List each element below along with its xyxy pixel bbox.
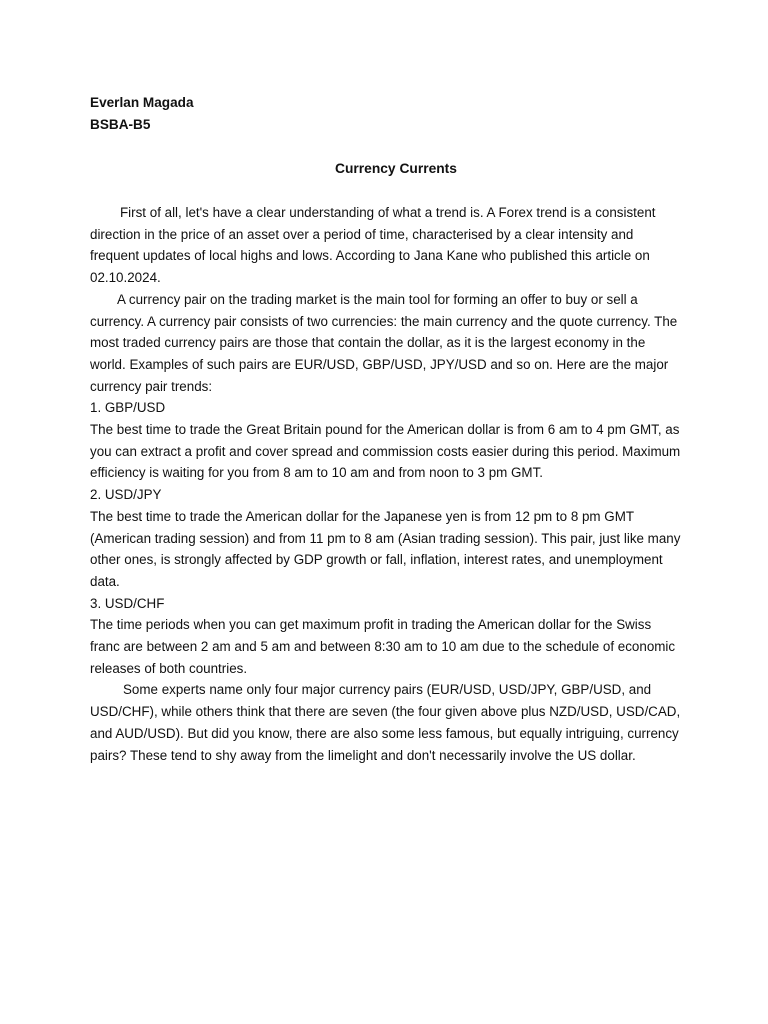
- list-item-heading-usd-chf: 3. USD/CHF: [90, 595, 165, 611]
- intro-paragraph: First of all, let's have a clear understanding of what a trend is. A Forex trend is a consistent direction in the price of an asset over a period of time, characterised by a clear intensity and frequent updates of local highs and lows. According to Jana Kane who published this article on 02.10.2024.: [90, 205, 656, 286]
- list-item-text-usd-jpy: The best time to trade the American dollar for the Japanese yen is from 12 pm to 8 pm GMT (American trading session) and from 11 pm to 8 am (Asian trading session). This pair, just like many other ones, is strongly affected by GDP growth or fall, inflation, interest rates, and unemployment data.: [90, 508, 681, 589]
- section-label: BSBA-B5: [90, 117, 151, 132]
- closing-paragraph: Some experts name only four major currency pairs (EUR/USD, USD/JPY, GBP/USD, and USD/CHF), while others think that there are seven (the four given above plus NZD/USD, USD/CAD, and AUD/USD). But did you know, there are also some less famous, but equally intriguing, currency pairs? These tend to shy away from the limelight and don't necessarily involve the US dollar.: [90, 682, 681, 763]
- currency-pair-paragraph: A currency pair on the trading market is the main tool for forming an offer to buy or sell a currency. A currency pair consists of two currencies: the main currency and the quote currency. The most traded currency pairs are those that contain the dollar, as it is the largest economy in the world. Examples of such pairs are EUR/USD, GBP/USD, JPY/USD and so on. Here are the major currency pair trends:: [90, 291, 678, 394]
- list-item-text-gbp-usd: The best time to trade the Great Britain pound for the American dollar is from 6 am to 4 pm GMT, as you can extract a profit and cover spread and commission costs easier during this period. Maximum efficiency is waiting for you from 8 am to 10 am and from noon to 3 pm GMT.: [90, 422, 681, 481]
- document-body: [90, 202, 682, 766]
- author-name: Everlan Magada: [90, 95, 194, 110]
- document-content: [90, 92, 682, 766]
- list-item-heading-gbp-usd: 1. GBP/USD: [90, 400, 166, 416]
- list-item-text-usd-chf: The time periods when you can get maximum profit in trading the American dollar for the Swiss franc are between 2 am and 5 am and between 8:30 am to 10 am due to the schedule of economic releases of both countries.: [90, 617, 676, 676]
- list-item-heading-usd-jpy: 2. USD/JPY: [90, 487, 162, 503]
- document-title: Currency Currents: [335, 161, 457, 176]
